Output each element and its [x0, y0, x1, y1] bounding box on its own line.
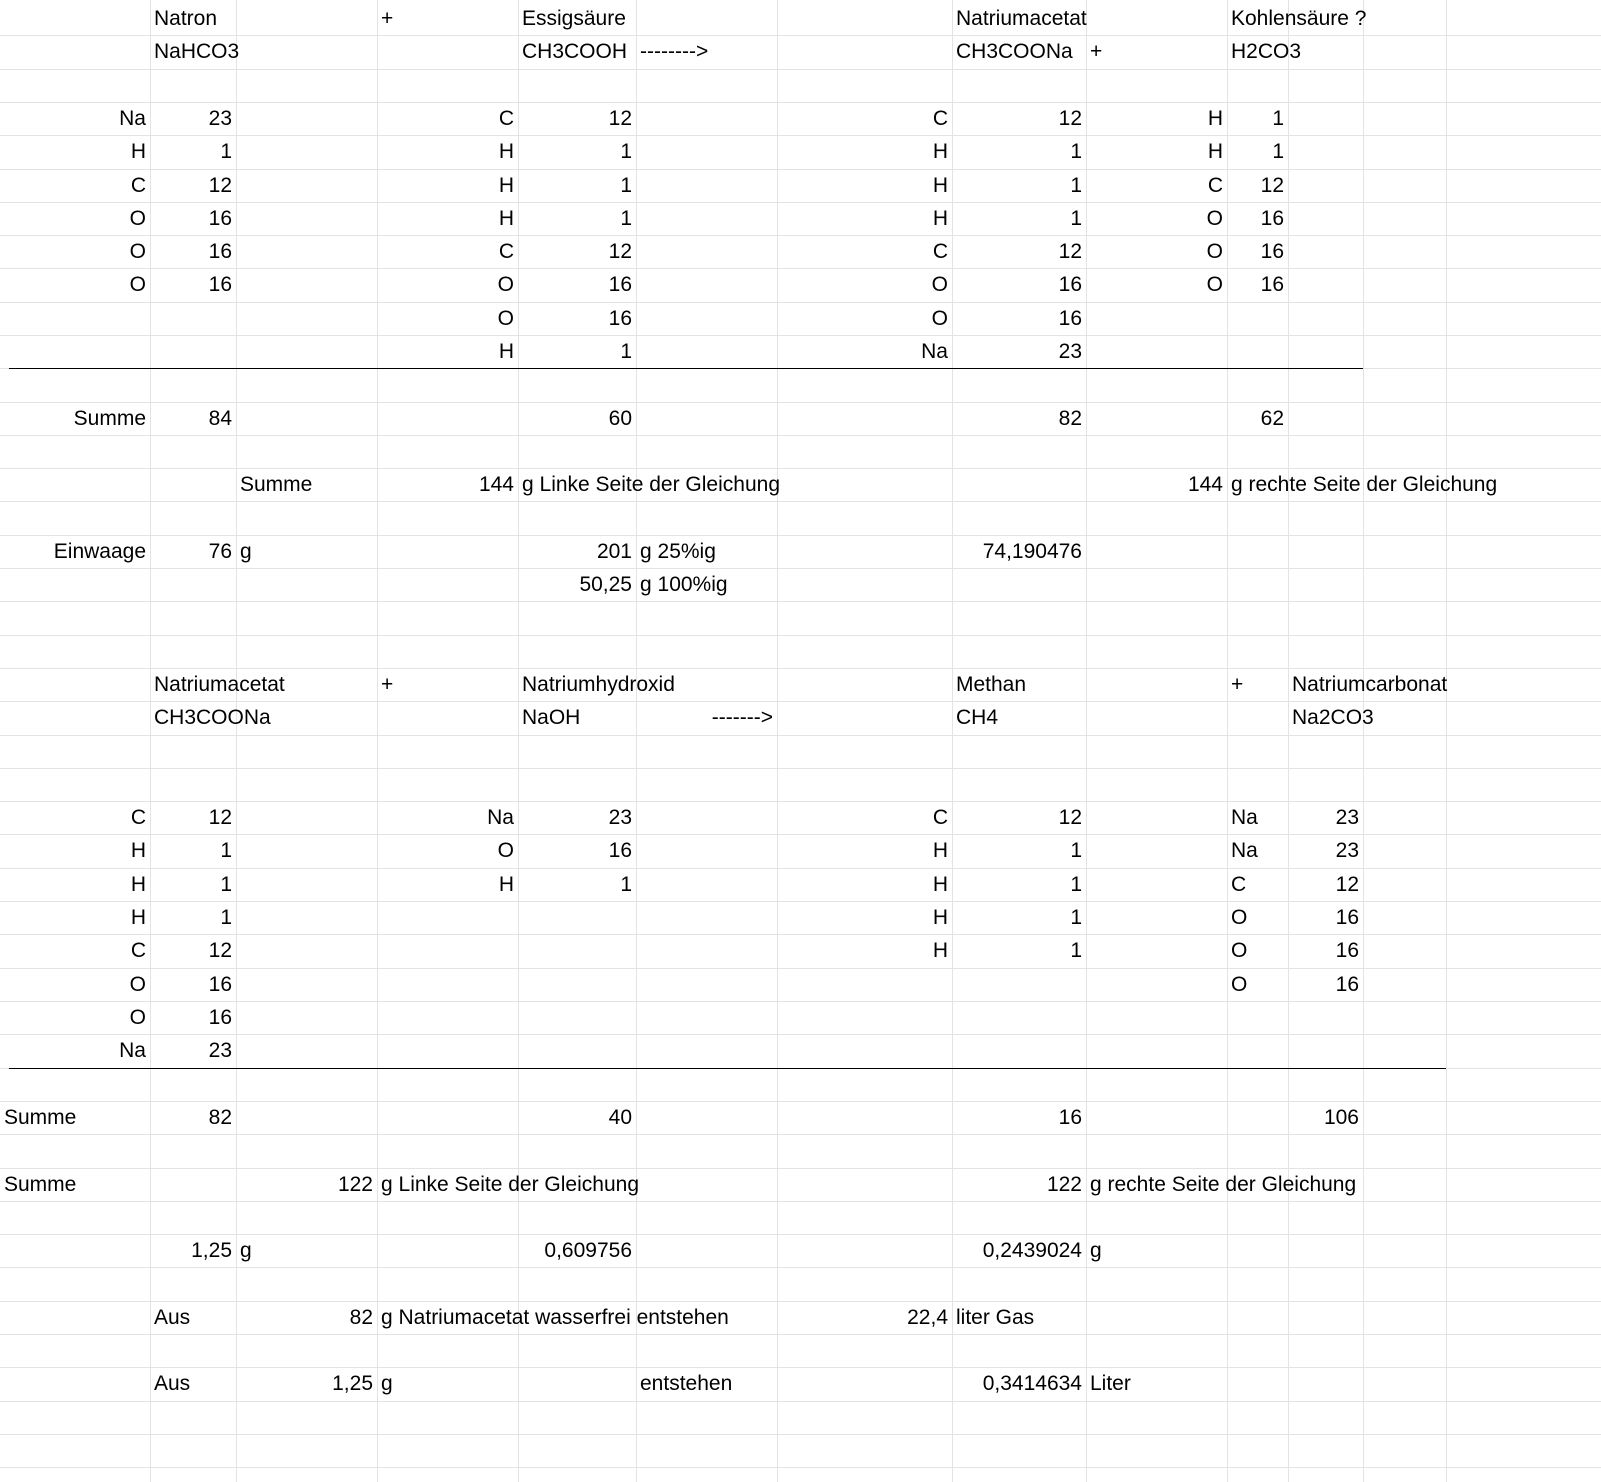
row-gridline [0, 1401, 1601, 1402]
row-gridline [0, 1467, 1601, 1468]
sum-separator-line [9, 1068, 1446, 1069]
atom-mass-cell[interactable]: 16 [608, 273, 632, 296]
plus-sign-cell[interactable]: + [381, 7, 394, 30]
atom-mass-cell[interactable]: 16 [1260, 240, 1284, 263]
einwaage-value-cell[interactable]: 76 [208, 540, 232, 563]
atom-mass-cell[interactable]: 16 [208, 207, 232, 230]
atom-mass-cell[interactable]: 12 [608, 240, 632, 263]
atom-symbol-cell[interactable]: O [497, 839, 514, 862]
atom-mass-cell[interactable]: 1 [620, 207, 632, 230]
unit-cell[interactable]: g 100%ig [640, 573, 728, 596]
atom-mass-cell[interactable]: 12 [208, 174, 232, 197]
atom-symbol-cell[interactable]: Na [921, 340, 948, 363]
sum-value-cell[interactable]: 16 [1058, 1106, 1082, 1129]
atom-mass-cell[interactable]: 1 [220, 906, 232, 929]
atom-symbol-cell[interactable]: H [1207, 107, 1223, 130]
formula-cell[interactable]: H2CO3 [1231, 40, 1302, 63]
formula-cell[interactable]: CH3COONa [154, 706, 271, 729]
atom-mass-cell[interactable]: 12 [1058, 240, 1082, 263]
atom-mass-cell[interactable]: 16 [1058, 273, 1082, 296]
atom-symbol-cell[interactable]: O [129, 273, 146, 296]
atom-mass-cell[interactable]: 12 [1335, 873, 1359, 896]
atom-symbol-cell[interactable]: H [932, 207, 948, 230]
sum-value-cell[interactable]: 62 [1260, 407, 1284, 430]
atom-symbol-cell[interactable]: O [497, 273, 514, 296]
atom-symbol-cell[interactable]: O [129, 240, 146, 263]
atom-symbol-cell[interactable]: O [1206, 240, 1223, 263]
reaction-arrow-cell[interactable]: -------> [711, 706, 773, 729]
plus-sign-cell[interactable]: + [381, 673, 394, 696]
atom-mass-cell[interactable]: 1 [620, 340, 632, 363]
amount-cell[interactable]: 1,25 [191, 1239, 232, 1262]
amount-cell[interactable]: 22,4 [907, 1306, 948, 1329]
column-gridline [636, 0, 637, 1482]
atom-symbol-cell[interactable]: Na [487, 806, 514, 829]
atom-symbol-cell[interactable]: H [498, 140, 514, 163]
atom-symbol-cell[interactable]: O [1231, 939, 1248, 962]
row-gridline [0, 1434, 1601, 1435]
note-cell[interactable]: g Natriumacetat wasserfrei entstehen [381, 1306, 729, 1329]
atom-symbol-cell[interactable]: O [1231, 906, 1248, 929]
formula-cell[interactable]: NaOH [522, 706, 581, 729]
atom-symbol-cell[interactable]: C [498, 107, 514, 130]
sum-value-cell[interactable]: 40 [608, 1106, 632, 1129]
atom-mass-cell[interactable]: 23 [608, 806, 632, 829]
row-gridline [0, 1034, 1601, 1035]
unit-cell[interactable]: g [240, 540, 252, 563]
amount-cell[interactable]: 0,609756 [544, 1239, 632, 1262]
atom-symbol-cell[interactable]: O [1231, 973, 1248, 996]
atom-mass-cell[interactable]: 16 [1335, 939, 1359, 962]
atom-symbol-cell[interactable]: H [130, 906, 146, 929]
atom-symbol-cell[interactable]: H [932, 839, 948, 862]
compound-name-cell[interactable]: Natriumhydroxid [522, 673, 675, 696]
atom-symbol-cell[interactable]: C [1231, 873, 1247, 896]
atom-symbol-cell[interactable]: O [1206, 207, 1223, 230]
atom-mass-cell[interactable]: 1 [1070, 140, 1082, 163]
formula-cell[interactable]: NaHCO3 [154, 40, 240, 63]
atom-symbol-cell[interactable]: H [498, 340, 514, 363]
unit-cell[interactable]: g [381, 1372, 393, 1395]
amount-cell[interactable]: 1,25 [332, 1372, 373, 1395]
atom-mass-cell[interactable]: 16 [1335, 973, 1359, 996]
sum-value-cell[interactable]: 82 [208, 1106, 232, 1129]
unit-cell[interactable]: g [240, 1239, 252, 1262]
formula-cell[interactable]: Na2CO3 [1292, 706, 1374, 729]
atom-symbol-cell[interactable]: O [931, 307, 948, 330]
atom-mass-cell[interactable]: 12 [1058, 107, 1082, 130]
atom-symbol-cell[interactable]: H [498, 174, 514, 197]
atom-mass-cell[interactable]: 16 [1058, 307, 1082, 330]
atom-mass-cell[interactable]: 1 [1070, 839, 1082, 862]
atom-mass-cell[interactable]: 1 [220, 140, 232, 163]
atom-mass-cell[interactable]: 12 [1260, 174, 1284, 197]
atom-mass-cell[interactable]: 1 [1070, 906, 1082, 929]
atom-mass-cell[interactable]: 1 [620, 174, 632, 197]
compound-name-cell[interactable]: Natriumcarbonat [1292, 673, 1448, 696]
atom-symbol-cell[interactable]: C [498, 240, 514, 263]
atom-symbol-cell[interactable]: H [498, 873, 514, 896]
atom-symbol-cell[interactable]: H [932, 939, 948, 962]
atom-mass-cell[interactable]: 16 [1260, 273, 1284, 296]
atom-symbol-cell[interactable]: H [130, 873, 146, 896]
atom-mass-cell[interactable]: 1 [1070, 873, 1082, 896]
column-gridline [1288, 0, 1289, 1482]
formula-cell[interactable]: CH4 [956, 706, 999, 729]
sum-label-cell[interactable]: Summe [73, 407, 146, 430]
atom-symbol-cell[interactable]: H [1207, 140, 1223, 163]
row-gridline [0, 768, 1601, 769]
atom-symbol-cell[interactable]: C [130, 174, 146, 197]
atom-mass-cell[interactable]: 23 [208, 107, 232, 130]
reaction-arrow-cell[interactable]: --------> [640, 40, 709, 63]
column-gridline [1363, 0, 1364, 1482]
atom-mass-cell[interactable]: 16 [608, 307, 632, 330]
atom-mass-cell[interactable]: 16 [208, 273, 232, 296]
atom-mass-cell[interactable]: 1 [1272, 140, 1284, 163]
note-cell[interactable]: g Linke Seite der Gleichung [381, 1173, 639, 1196]
atom-symbol-cell[interactable]: H [932, 174, 948, 197]
row-gridline [0, 735, 1601, 736]
row-gridline [0, 435, 1601, 436]
row-gridline [0, 635, 1601, 636]
compound-name-cell[interactable]: Natron [154, 7, 218, 30]
aus-label-cell[interactable]: Aus [154, 1306, 191, 1329]
amount-cell[interactable]: 82 [349, 1306, 373, 1329]
atom-mass-cell[interactable]: 23 [1058, 340, 1082, 363]
atom-mass-cell[interactable]: 1 [220, 839, 232, 862]
einwaage-label-cell[interactable]: Einwaage [53, 540, 146, 563]
atom-symbol-cell[interactable]: H [932, 140, 948, 163]
atom-symbol-cell[interactable]: Na [119, 1039, 146, 1062]
atom-mass-cell[interactable]: 1 [620, 140, 632, 163]
atom-mass-cell[interactable]: 12 [608, 107, 632, 130]
atom-symbol-cell[interactable]: O [931, 273, 948, 296]
compound-name-cell[interactable]: Natriumacetat [154, 673, 285, 696]
note-cell[interactable]: g rechte Seite der Gleichung [1090, 1173, 1357, 1196]
atom-symbol-cell[interactable]: C [932, 806, 948, 829]
total-value-cell[interactable]: 122 [1046, 1173, 1082, 1196]
note-cell[interactable]: liter Gas [956, 1306, 1035, 1329]
column-gridline [1446, 0, 1447, 1482]
compound-name-cell[interactable]: Essigsäure [522, 7, 626, 30]
atom-mass-cell[interactable]: 23 [1335, 806, 1359, 829]
plus-sign-cell[interactable]: + [1231, 673, 1244, 696]
unit-cell[interactable]: g 25%ig [640, 540, 716, 563]
atom-mass-cell[interactable]: 16 [208, 1006, 232, 1029]
note-cell[interactable]: entstehen [640, 1372, 733, 1395]
total-value-cell[interactable]: 144 [478, 473, 514, 496]
atom-mass-cell[interactable]: 12 [208, 939, 232, 962]
atom-mass-cell[interactable]: 16 [1335, 906, 1359, 929]
atom-symbol-cell[interactable]: O [497, 307, 514, 330]
total-value-cell[interactable]: 122 [337, 1173, 373, 1196]
atom-symbol-cell[interactable]: Na [1231, 806, 1258, 829]
atom-mass-cell[interactable]: 1 [1070, 939, 1082, 962]
unit-cell[interactable]: Liter [1090, 1372, 1131, 1395]
atom-mass-cell[interactable]: 16 [608, 839, 632, 862]
aus-label-cell[interactable]: Aus [154, 1372, 191, 1395]
atom-mass-cell[interactable]: 1 [1272, 107, 1284, 130]
atom-mass-cell[interactable]: 1 [620, 873, 632, 896]
amount-cell[interactable]: 0,3414634 [982, 1372, 1082, 1395]
atom-mass-cell[interactable]: 1 [1070, 207, 1082, 230]
note-cell[interactable]: g rechte Seite der Gleichung [1231, 473, 1498, 496]
sum-separator-line [9, 368, 1363, 369]
row-gridline [0, 601, 1601, 602]
atom-mass-cell[interactable]: 16 [1260, 207, 1284, 230]
atom-symbol-cell[interactable]: H [130, 140, 146, 163]
atom-mass-cell[interactable]: 16 [208, 973, 232, 996]
atom-mass-cell[interactable]: 12 [208, 806, 232, 829]
compound-name-cell[interactable]: Kohlensäure ? [1231, 7, 1367, 30]
plus-sign-cell[interactable]: + [1090, 40, 1103, 63]
sum-label-cell[interactable]: Summe [4, 1173, 77, 1196]
atom-mass-cell[interactable]: 1 [1070, 174, 1082, 197]
sum-label-cell[interactable]: Summe [240, 473, 313, 496]
atom-mass-cell[interactable]: 23 [1335, 839, 1359, 862]
amount-cell[interactable]: 201 [596, 540, 632, 563]
sum-value-cell[interactable]: 106 [1323, 1106, 1359, 1129]
atom-symbol-cell[interactable]: O [129, 1006, 146, 1029]
atom-mass-cell[interactable]: 1 [220, 873, 232, 896]
unit-cell[interactable]: g [1090, 1239, 1102, 1262]
atom-symbol-cell[interactable]: C [130, 806, 146, 829]
atom-symbol-cell[interactable]: H [130, 839, 146, 862]
sum-value-cell[interactable]: 82 [1058, 407, 1082, 430]
row-gridline [0, 402, 1601, 403]
atom-mass-cell[interactable]: 16 [208, 240, 232, 263]
sum-value-cell[interactable]: 60 [608, 407, 632, 430]
sum-value-cell[interactable]: 84 [208, 407, 232, 430]
formula-cell[interactable]: CH3COOH [522, 40, 628, 63]
amount-cell[interactable]: 74,190476 [982, 540, 1082, 563]
atom-symbol-cell[interactable]: C [130, 939, 146, 962]
atom-symbol-cell[interactable]: Na [1231, 839, 1258, 862]
row-gridline [0, 69, 1601, 70]
atom-symbol-cell[interactable]: O [129, 973, 146, 996]
compound-name-cell[interactable]: Methan [956, 673, 1027, 696]
atom-symbol-cell[interactable]: O [1206, 273, 1223, 296]
amount-cell[interactable]: 0,2439024 [982, 1239, 1082, 1262]
atom-symbol-cell[interactable]: C [1207, 174, 1223, 197]
atom-mass-cell[interactable]: 23 [208, 1039, 232, 1062]
sum-label-cell[interactable]: Summe [4, 1106, 77, 1129]
total-value-cell[interactable]: 144 [1187, 473, 1223, 496]
atom-symbol-cell[interactable]: O [129, 207, 146, 230]
atom-mass-cell[interactable]: 12 [1058, 806, 1082, 829]
amount-cell[interactable]: 50,25 [579, 573, 632, 596]
formula-cell[interactable]: CH3COONa [956, 40, 1073, 63]
atom-symbol-cell[interactable]: H [498, 207, 514, 230]
compound-name-cell[interactable]: Natriumacetat [956, 7, 1087, 30]
atom-symbol-cell[interactable]: C [932, 240, 948, 263]
note-cell[interactable]: g Linke Seite der Gleichung [522, 473, 780, 496]
atom-symbol-cell[interactable]: H [932, 873, 948, 896]
atom-symbol-cell[interactable]: H [932, 906, 948, 929]
atom-symbol-cell[interactable]: C [932, 107, 948, 130]
atom-symbol-cell[interactable]: Na [119, 107, 146, 130]
